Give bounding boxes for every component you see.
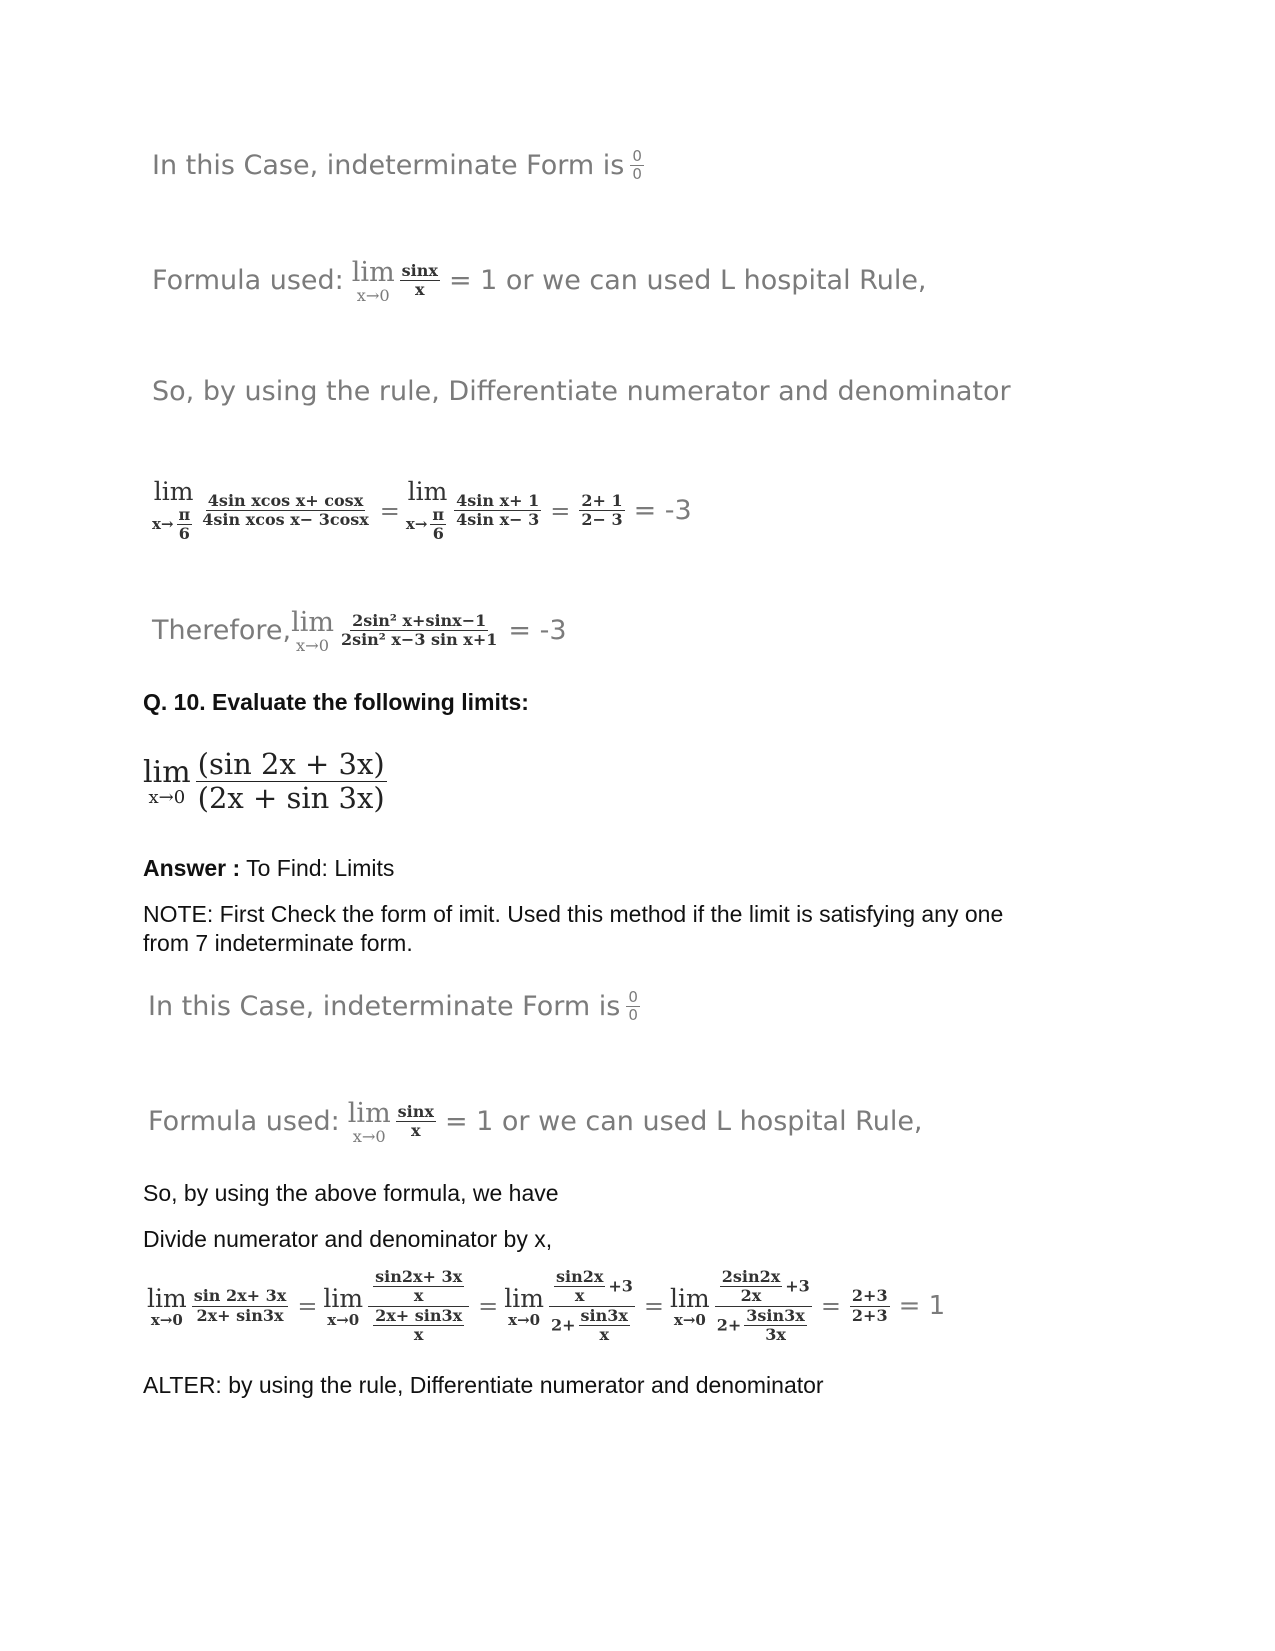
formula-rest: = 1 or we can used L hospital Rule, (448, 265, 927, 297)
limit-operator (152, 478, 195, 543)
sinx-over-x (396, 1103, 436, 1141)
case-text: In this Case, indeterminate Form is (148, 991, 621, 1023)
term-3 (549, 1268, 635, 1345)
question-title: Q. 10. Evaluate the following limits: (143, 689, 529, 715)
lim-subscript: x→0 (148, 787, 186, 809)
sinx-over-x (400, 262, 440, 300)
inner-den (579, 1307, 630, 1345)
two-plus: 2+ (550, 1315, 576, 1335)
equation-1 (152, 478, 698, 543)
frac-den: x (413, 1286, 424, 1306)
inner-den (373, 1307, 464, 1345)
two-plus: 2+ (716, 1315, 742, 1335)
frac-num: 4sin x+ 1 (456, 490, 540, 510)
frac-num: sinx (397, 1102, 434, 1122)
frac-num: 2+3 (851, 1286, 888, 1306)
frac-num: 3sin3x (746, 1305, 805, 1325)
therefore-fraction (339, 612, 499, 650)
term-1 (192, 1287, 289, 1325)
limit-operator (348, 1099, 391, 1145)
equation-2 (147, 1268, 951, 1345)
frac-den: x (411, 1121, 421, 1141)
pi-over-six (177, 506, 193, 544)
case-line-1 (152, 148, 647, 184)
lim-word: lim (147, 1284, 187, 1314)
formula-line-1 (152, 258, 927, 304)
frac-num: sin3x (580, 1305, 628, 1325)
form-denominator: 0 (628, 1006, 638, 1025)
limit-operator (670, 1285, 710, 1328)
frac-den: 2x (740, 1286, 762, 1306)
zero-over-zero (626, 989, 640, 1025)
lim-subscript (406, 506, 449, 544)
frac-den: 3x (765, 1325, 786, 1345)
formula-label: Formula used: (152, 265, 344, 297)
fraction-1 (200, 492, 371, 530)
lim-subscript: x→0 (508, 1310, 541, 1329)
limit-operator (291, 608, 334, 654)
frac-den: x (599, 1325, 609, 1345)
limit-operator (352, 258, 395, 304)
inner-num (373, 1268, 464, 1306)
plus-three: +3 (608, 1276, 633, 1296)
fraction-3 (579, 492, 624, 530)
frac-num: 4sin xcos x+ cosx (207, 490, 364, 510)
fraction-2 (454, 492, 541, 530)
frac-den: 2sin² x−3 sin x+1 (340, 630, 498, 650)
equals: = (550, 496, 571, 525)
frac-den: 2+3 (851, 1305, 888, 1325)
lim-word: lim (323, 1284, 364, 1314)
frac-den: x (415, 280, 425, 300)
lim-subscript: x→0 (327, 1310, 360, 1329)
limit-operator (147, 1285, 187, 1328)
equals: = (297, 1292, 318, 1321)
lim-word: lim (291, 607, 334, 638)
equals: = (820, 1292, 841, 1321)
frac-num: 2+ 1 (581, 490, 623, 510)
limit-operator (143, 756, 191, 807)
lim-word: lim (153, 477, 194, 506)
answer-text: To Find: Limits (246, 855, 395, 881)
therefore-label: Therefore, (152, 615, 292, 647)
answer-line (143, 855, 394, 882)
inner-den (744, 1307, 807, 1345)
lim-subscript (152, 506, 195, 544)
sub-arrow: x→ (152, 514, 174, 533)
frac-den: 2x+ sin3x (196, 1305, 284, 1325)
equation-result: = -3 (633, 495, 692, 527)
therefore-line (152, 608, 567, 654)
lim-word: lim (347, 1098, 391, 1129)
inner-num (720, 1268, 783, 1306)
frac-den: x (413, 1325, 424, 1345)
equals: = (643, 1292, 665, 1321)
lim-subscript: x→0 (352, 1126, 386, 1146)
lim-subscript: x→0 (150, 1310, 183, 1329)
lim-subscript: x→0 (356, 285, 390, 305)
pi: π (432, 504, 445, 524)
zero-over-zero (630, 148, 644, 184)
term-2 (368, 1268, 469, 1345)
lim-word: lim (143, 755, 191, 791)
therefore-result: = -3 (508, 615, 567, 647)
frac-den: 4sin xcos x− 3cosx (202, 510, 369, 530)
answer-label: Answer : (143, 855, 241, 881)
formula-line-2 (148, 1099, 923, 1145)
frac-num: sinx (401, 261, 438, 281)
frac-num: (sin 2x + 3x) (197, 747, 385, 781)
question-expression (143, 748, 390, 816)
pi: π (178, 504, 191, 524)
limit-operator (406, 478, 449, 543)
form-numerator: 0 (632, 147, 642, 165)
pi-over-six (430, 506, 446, 544)
frac-den: 4sin x− 3 (456, 510, 540, 530)
limit-operator (504, 1285, 544, 1328)
sub-arrow: x→ (405, 514, 428, 533)
lim-word: lim (407, 477, 448, 506)
case-line-2 (148, 989, 643, 1025)
lim-subscript: x→0 (673, 1310, 706, 1329)
equals: = (478, 1292, 499, 1321)
question-fraction (196, 748, 387, 816)
frac-num: sin2x+ 3x (375, 1267, 463, 1286)
frac-den: (2x + sin 3x) (197, 781, 385, 816)
six: 6 (432, 523, 444, 543)
lim-word: lim (670, 1284, 710, 1314)
divide-line: Divide numerator and denominator by x, (143, 1226, 553, 1252)
frac-den: 2− 3 (581, 510, 623, 530)
form-denominator: 0 (632, 165, 642, 184)
formula-rest: = 1 or we can used L hospital Rule, (444, 1106, 923, 1138)
frac-den: x (574, 1286, 585, 1306)
six: 6 (178, 523, 190, 543)
equation-result: = 1 (898, 1291, 946, 1322)
equals: = (379, 496, 400, 525)
form-numerator: 0 (628, 988, 638, 1006)
frac-num: sin2x (555, 1267, 604, 1286)
note-line-2: from 7 indeterminate form. (143, 930, 413, 956)
frac-num: sin 2x+ 3x (193, 1286, 287, 1306)
frac-num: 2x+ sin3x (375, 1305, 463, 1325)
inner-num (554, 1268, 605, 1306)
frac-num: 2sin² x+sinx−1 (352, 611, 487, 631)
rule-line: So, by using the rule, Differentiate numerator and denominator (152, 376, 1011, 407)
formula-label: Formula used: (148, 1106, 340, 1138)
case-text: In this Case, indeterminate Form is (152, 150, 625, 182)
lim-word: lim (351, 257, 395, 288)
note-line-1: NOTE: First Check the form of imit. Used this method if the limit is satisfying any one (143, 901, 1004, 927)
lim-word: lim (504, 1284, 544, 1314)
term-4 (715, 1268, 812, 1345)
frac-num: 2sin2x (721, 1267, 781, 1286)
alter-line: ALTER: by using the rule, Differentiate numerator and denominator (143, 1372, 824, 1398)
limit-operator (323, 1285, 363, 1328)
lim-subscript: x→0 (296, 635, 329, 655)
above-formula-line: So, by using the above formula, we have (143, 1180, 559, 1206)
plus-three: +3 (785, 1276, 810, 1296)
term-5 (850, 1287, 890, 1325)
